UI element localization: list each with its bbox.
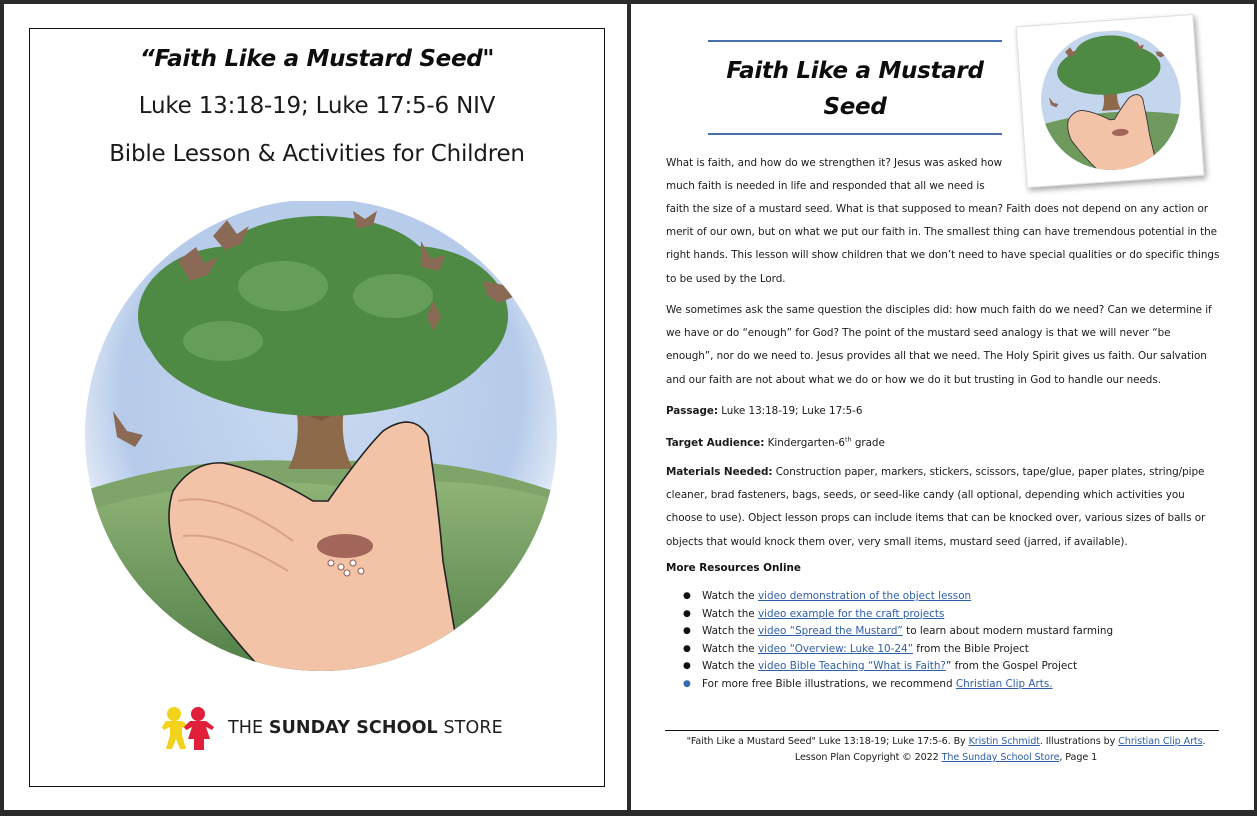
tree-birds-hand-thumbnail [1029,26,1193,178]
paragraph-2: We sometimes ask the same question the disciples did: how much faith do we need? Can we determine if we have or do “enough” for God? The point of the mustard seed analogy is that we will never “be enough”, nor do we need to. Jesus provides all that we need. The Holy Spirit gives us faith. Our salvation and our faith are not about what we do or how we do it but trusting in God to handle our needs. [666,304,1212,386]
store-link[interactable]: The Sunday School Store [941,752,1060,763]
resource-link-craft-video[interactable]: video example for the craft projects [758,607,945,620]
cover-subtitle: Bible Lesson & Activities for Children [109,141,525,167]
bullet-icon: ● [683,626,691,636]
footer-line-1: "Faith Like a Mustard Seed" Luke 13:18-19; Luke 17:5-6. By Kristin Schmidt. Illustrations by Christian Clip Arts. [686,736,1206,747]
resources-list [666,588,1226,693]
passage-label: Passage: [666,405,718,417]
resource-link-object-lesson-video[interactable]: video demonstration of the object lesson [758,590,972,602]
resource-link-spread-the-mustard[interactable]: video “Spread the Mustard” [758,625,903,637]
materials-value: Construction paper, markers, stickers, scissors, tape/glue, paper plates, string/pipe cleaner, brad fasteners, bags, seeds, or seed-like candy (all optional, depending which activities you choose to use). Object lesson props can include items that can be knocked over, various sizes of balls or objects that would knock them over, very small items, mustard seed (jarred, if available). [666,466,1206,548]
cover-scripture-reference: Luke 13:18-19; Luke 17:5-6 NIV [138,93,496,119]
bullet-icon: ● [683,678,691,689]
author-link[interactable]: Kristin Schmidt [968,736,1040,747]
bullet-icon: ● [683,643,691,654]
resource-item: ● Watch the video Bible Teaching “What is Faith?” from the Gospel Project [666,658,1226,676]
intro-paragraph-part1: What is faith, and how do we strengthen it? Jesus was asked how much faith is needed in life and responded that all we need is [666,157,1003,193]
materials-label: Materials Needed: [666,466,773,478]
audience-line: Target Audience: Kindergarten-6th grade [666,435,885,449]
illustrator-link[interactable]: Christian Clip Arts [1118,736,1203,747]
resource-item: ● Watch the video example for the craft projects [666,606,1226,624]
cover-frame [29,28,605,787]
cover-title: “Faith Like a Mustard Seed" [139,46,495,72]
passage-line [666,400,1221,423]
bullet-icon: ● [683,591,691,601]
page-footer [651,734,1241,766]
intro-paragraph-part2: faith the size of a mustard seed. What is that supposed to mean? Faith does not depend on any action or merit of our own, but on what we put our faith in. The smallest thing can have tremendous potential in the right hands. This lesson will show children that we don’t need to have special qualities or do specific things to be used by the Lord. [666,203,1220,285]
resource-item: ● Watch the video demonstration of the object lesson [666,588,1226,606]
resource-link-what-is-faith[interactable]: video Bible Teaching “What is Faith? [758,660,946,672]
footer-line-2: Lesson Plan Copyright © 2022 The Sunday School Store, Page 1 [794,752,1098,763]
lesson-thumbnail [1016,14,1205,188]
title-rule-top [708,40,1002,42]
paper-dolls-icon [158,706,218,750]
resource-link-christian-clip-arts[interactable]: Christian Clip Arts. [955,677,1053,690]
resource-item: ● Watch the video “Overview: Luke 10-24” from the Bible Project [666,641,1226,659]
footer-divider [665,730,1219,731]
resources-heading: More Resources Online [666,562,801,574]
sunday-school-store-logo [158,703,503,753]
logo-wordmark: THE SUNDAY SCHOOL STORE [228,718,503,738]
tree-birds-hand-illustration [83,201,559,681]
lesson-title: Faith Like a Mustard Seed [726,58,984,120]
passage-value: Luke 13:18-19; Luke 17:5-6 [717,405,863,417]
resource-item: ● For more free Bible illustrations, we recommend Christian Clip Arts. [666,676,1226,694]
resource-item: ● Watch the video “Spread the Mustard” to learn about modern mustard farming [666,623,1226,641]
bullet-icon: ● [683,608,691,619]
lesson-page [631,4,1254,810]
bullet-icon: ● [683,661,691,671]
materials-line [666,461,1221,554]
cover-page [4,4,627,810]
title-rule-bottom [708,133,1002,135]
resource-link-overview-luke[interactable]: video “Overview: Luke 10-24” [758,642,913,655]
audience-label: Target Audience: [666,437,765,449]
